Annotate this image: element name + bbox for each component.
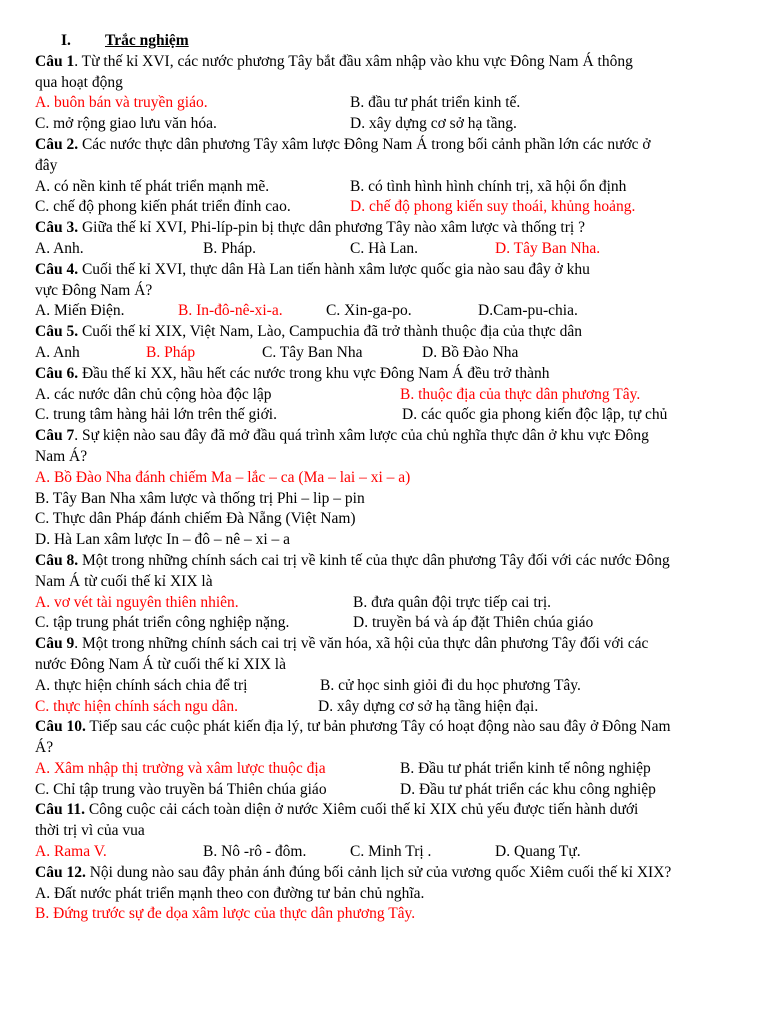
option-row (35, 759, 735, 780)
answer-option[interactable]: A. các nước dân chủ cộng hòa độc lập (35, 385, 272, 403)
answer-option[interactable]: A. Anh (35, 343, 80, 361)
answer-option[interactable]: C. trung tâm hàng hải lớn trên thế giới. (35, 406, 277, 424)
answer-option[interactable]: D. Quang Tự. (495, 843, 581, 861)
question-text: Sự kiện nào sau đây đã mở đầu quá trình xâm lược của chủ nghĩa thực dân ở khu vực Đông (78, 427, 649, 445)
answer-option[interactable]: D. xây dựng cơ sở hạ tầng. (350, 115, 517, 133)
question-stem (35, 800, 735, 821)
question-stem (35, 322, 735, 343)
question-label: Câu 12. (35, 863, 86, 881)
option-row (35, 93, 735, 114)
question-text: Giữa thế kỉ XVI, Phi-líp-pin bị thực dân phương Tây nào xâm lược và thống trị ? (78, 219, 585, 237)
answer-option[interactable]: C. thực hiện chính sách ngu dân. (35, 697, 238, 715)
question-label-sep: . (74, 52, 79, 70)
answer-option[interactable]: C. Thực dân Pháp đánh chiếm Đà Nẵng (Việt Nam) (35, 510, 356, 528)
option-row (35, 385, 735, 406)
option-row (35, 301, 735, 322)
answer-option[interactable]: B. thuộc địa của thực dân phương Tây. (400, 385, 641, 403)
option-row (35, 904, 735, 925)
question-text-continued (35, 73, 735, 94)
answer-option[interactable]: C. mở rộng giao lưu văn hóa. (35, 115, 217, 133)
answer-option[interactable]: A. buôn bán và truyền giáo. (35, 94, 208, 112)
question-text: Cuối thế kỉ XVI, thực dân Hà Lan tiến hành xâm lược quốc gia nào sau đây ở khu (78, 260, 590, 278)
option-row (35, 884, 735, 905)
question-stem (35, 52, 735, 73)
document-page (35, 31, 735, 925)
answer-option[interactable]: A. Xâm nhập thị trường và xâm lược thuộc địa (35, 759, 326, 777)
question-stem (35, 135, 735, 156)
answer-option[interactable]: D. chế độ phong kiến suy thoái, khủng hoảng. (350, 198, 636, 216)
answer-option[interactable]: A. Anh. (35, 239, 84, 257)
question-stem (35, 260, 735, 281)
question-text: Tiếp sau các cuộc phát kiến địa lý, tư bản phương Tây có hoạt động nào sau đây ở Đông Nam (85, 718, 671, 736)
option-row (35, 593, 735, 614)
question-label: Câu 3. (35, 219, 79, 237)
option-row (35, 613, 735, 634)
answer-option[interactable]: D.Cam-pu-chia. (478, 302, 578, 320)
question-label: Câu 7 (35, 427, 75, 445)
question-stem (35, 634, 735, 655)
question-text-continued-span: nước Đông Nam Á từ cuối thế kỉ XIX là (35, 655, 286, 673)
question-text-continued (35, 821, 735, 842)
question-text: Nội dung nào sau đây phản ánh đúng bối cảnh lịch sử của vương quốc Xiêm cuối thế kỉ XIX? (85, 863, 672, 881)
answer-option[interactable]: B. Pháp (146, 343, 196, 361)
question-label-sep: . (74, 635, 79, 653)
question-text-continued-span: Nam Á? (35, 447, 88, 465)
section-title: Trắc nghiệm (105, 32, 189, 49)
question-text-continued (35, 738, 735, 759)
answer-option[interactable]: A. vơ vét tài nguyên thiên nhiên. (35, 593, 239, 611)
option-row (35, 114, 735, 135)
question-text-continued-span: Á? (35, 739, 54, 757)
answer-option[interactable]: B. In-đô-nê-xi-a. (178, 302, 283, 320)
question-text: Các nước thực dân phương Tây xâm lược Đông Nam Á trong bối cảnh phần lớn các nước ở (78, 135, 651, 153)
question-text-continued (35, 281, 735, 302)
answer-option[interactable]: D. Bồ Đào Nha (422, 343, 519, 361)
question-text: Đầu thế kỉ XX, hầu hết các nước trong khu vực Đông Nam Á đều trở thành (78, 364, 550, 382)
question-label: Câu 5. (35, 323, 79, 341)
question-text: Công cuộc cải cách toàn diện ở nước Xiêm cuối thế kỉ XIX chủ yếu được tiến hành dưới (84, 801, 639, 819)
option-row (35, 780, 735, 801)
option-row (35, 509, 735, 530)
question-stem (35, 218, 735, 239)
answer-option[interactable]: D. xây dựng cơ sở hạ tầng hiện đại. (318, 697, 539, 715)
option-row (35, 489, 735, 510)
question-stem (35, 863, 735, 884)
answer-option[interactable]: D. Tây Ban Nha. (495, 239, 601, 257)
answer-option[interactable]: D. các quốc gia phong kiến độc lập, tự chủ (402, 406, 668, 424)
option-row (35, 530, 735, 551)
option-row (35, 239, 735, 260)
answer-option[interactable]: C. Chỉ tập trung vào truyền bá Thiên chúa giáo (35, 780, 327, 798)
question-list (35, 52, 735, 925)
answer-option[interactable]: B. đưa quân đội trực tiếp cai trị. (353, 593, 552, 611)
question-stem (35, 551, 735, 572)
question-text-continued (35, 572, 735, 593)
answer-option[interactable]: B. Pháp. (203, 239, 256, 257)
question-label: Câu 1 (35, 52, 75, 70)
question-text-continued-span: thời trị vì của vua (35, 822, 145, 840)
question-stem (35, 426, 735, 447)
option-row (35, 197, 735, 218)
answer-option[interactable]: C. Tây Ban Nha (262, 343, 363, 361)
answer-option[interactable]: A. Rama V. (35, 843, 107, 861)
answer-option[interactable]: C. Xin-ga-po. (326, 302, 412, 320)
option-row (35, 343, 735, 364)
question-text: Một trong những chính sách cai trị về kinh tế của thực dân phương Tây đối với các nước Đông (78, 551, 670, 569)
answer-option[interactable]: B. Tây Ban Nha xâm lược và thống trị Phi – lip – pin (35, 489, 365, 507)
answer-option[interactable]: B. Đứng trước sự đe dọa xâm lược của thực dân phương Tây. (35, 905, 416, 923)
answer-option[interactable]: C. Hà Lan. (350, 239, 419, 257)
answer-option[interactable]: A. có nền kinh tế phát triển mạnh mẽ. (35, 177, 270, 195)
option-row (35, 468, 735, 489)
question-stem (35, 717, 735, 738)
question-text-continued-span: đây (35, 156, 58, 174)
question-stem (35, 364, 735, 385)
question-label: Câu 11. (35, 801, 85, 819)
answer-option[interactable]: C. chế độ phong kiến phát triển đỉnh cao. (35, 198, 291, 216)
answer-option[interactable]: A. thực hiện chính sách chia để trị (35, 676, 248, 694)
option-row (35, 697, 735, 718)
question-label-sep: . (74, 427, 79, 445)
answer-option[interactable]: D. truyền bá và áp đặt Thiên chúa giáo (353, 614, 594, 632)
section-roman: I. (61, 32, 71, 49)
answer-option[interactable]: A. Bồ Đào Nha đánh chiếm Ma – lắc – ca (Ma – lai – xi – a) (35, 468, 411, 486)
question-text-continued (35, 447, 735, 468)
answer-option[interactable]: C. Minh Trị . (350, 843, 432, 861)
question-text-continued-span: qua hoạt động (35, 73, 123, 91)
question-text: Một trong những chính sách cai trị về văn hóa, xã hội của thực dân phương Tây đối với các (78, 635, 649, 653)
question-label: Câu 8. (35, 551, 79, 569)
answer-option[interactable]: B. đầu tư phát triển kinh tế. (350, 94, 521, 112)
option-row (35, 842, 735, 863)
question-label: Câu 10. (35, 718, 86, 736)
question-text-continued-span: vực Đông Nam Á? (35, 281, 153, 299)
answer-option[interactable]: B. Nô -rô - đôm. (203, 843, 307, 861)
question-text: Cuối thế kỉ XIX, Việt Nam, Lào, Campuchia đã trở thành thuộc địa của thực dân (78, 323, 583, 341)
option-row (35, 177, 735, 198)
option-row (35, 676, 735, 697)
question-label: Câu 6. (35, 364, 79, 382)
question-text: Từ thế kỉ XVI, các nước phương Tây bắt đầu xâm nhập vào khu vực Đông Nam Á thông (78, 52, 633, 70)
question-text-continued (35, 655, 735, 676)
answer-option[interactable]: D. Đầu tư phát triển các khu công nghiệp (400, 780, 656, 798)
answer-option[interactable]: C. tập trung phát triển công nghiệp nặng. (35, 614, 290, 632)
answer-option[interactable]: A. Miến Điện. (35, 302, 125, 320)
option-row (35, 405, 735, 426)
answer-option[interactable]: B. Đầu tư phát triển kinh tế nông nghiệp (400, 759, 651, 777)
answer-option[interactable]: D. Hà Lan xâm lược In – đô – nê – xi – a (35, 531, 291, 549)
section-heading (35, 31, 735, 52)
question-label: Câu 2. (35, 135, 79, 153)
question-text-continued-span: Nam Á từ cuối thế kỉ XIX là (35, 572, 213, 590)
answer-option[interactable]: A. Đất nước phát triển mạnh theo con đường tư bản chủ nghĩa. (35, 884, 425, 902)
question-label: Câu 4. (35, 260, 79, 278)
answer-option[interactable]: B. có tình hình hình chính trị, xã hội ổn định (350, 177, 627, 195)
answer-option[interactable]: B. cử học sinh giỏi đi du học phương Tây. (320, 676, 581, 694)
question-text-continued (35, 156, 735, 177)
question-label: Câu 9 (35, 635, 75, 653)
